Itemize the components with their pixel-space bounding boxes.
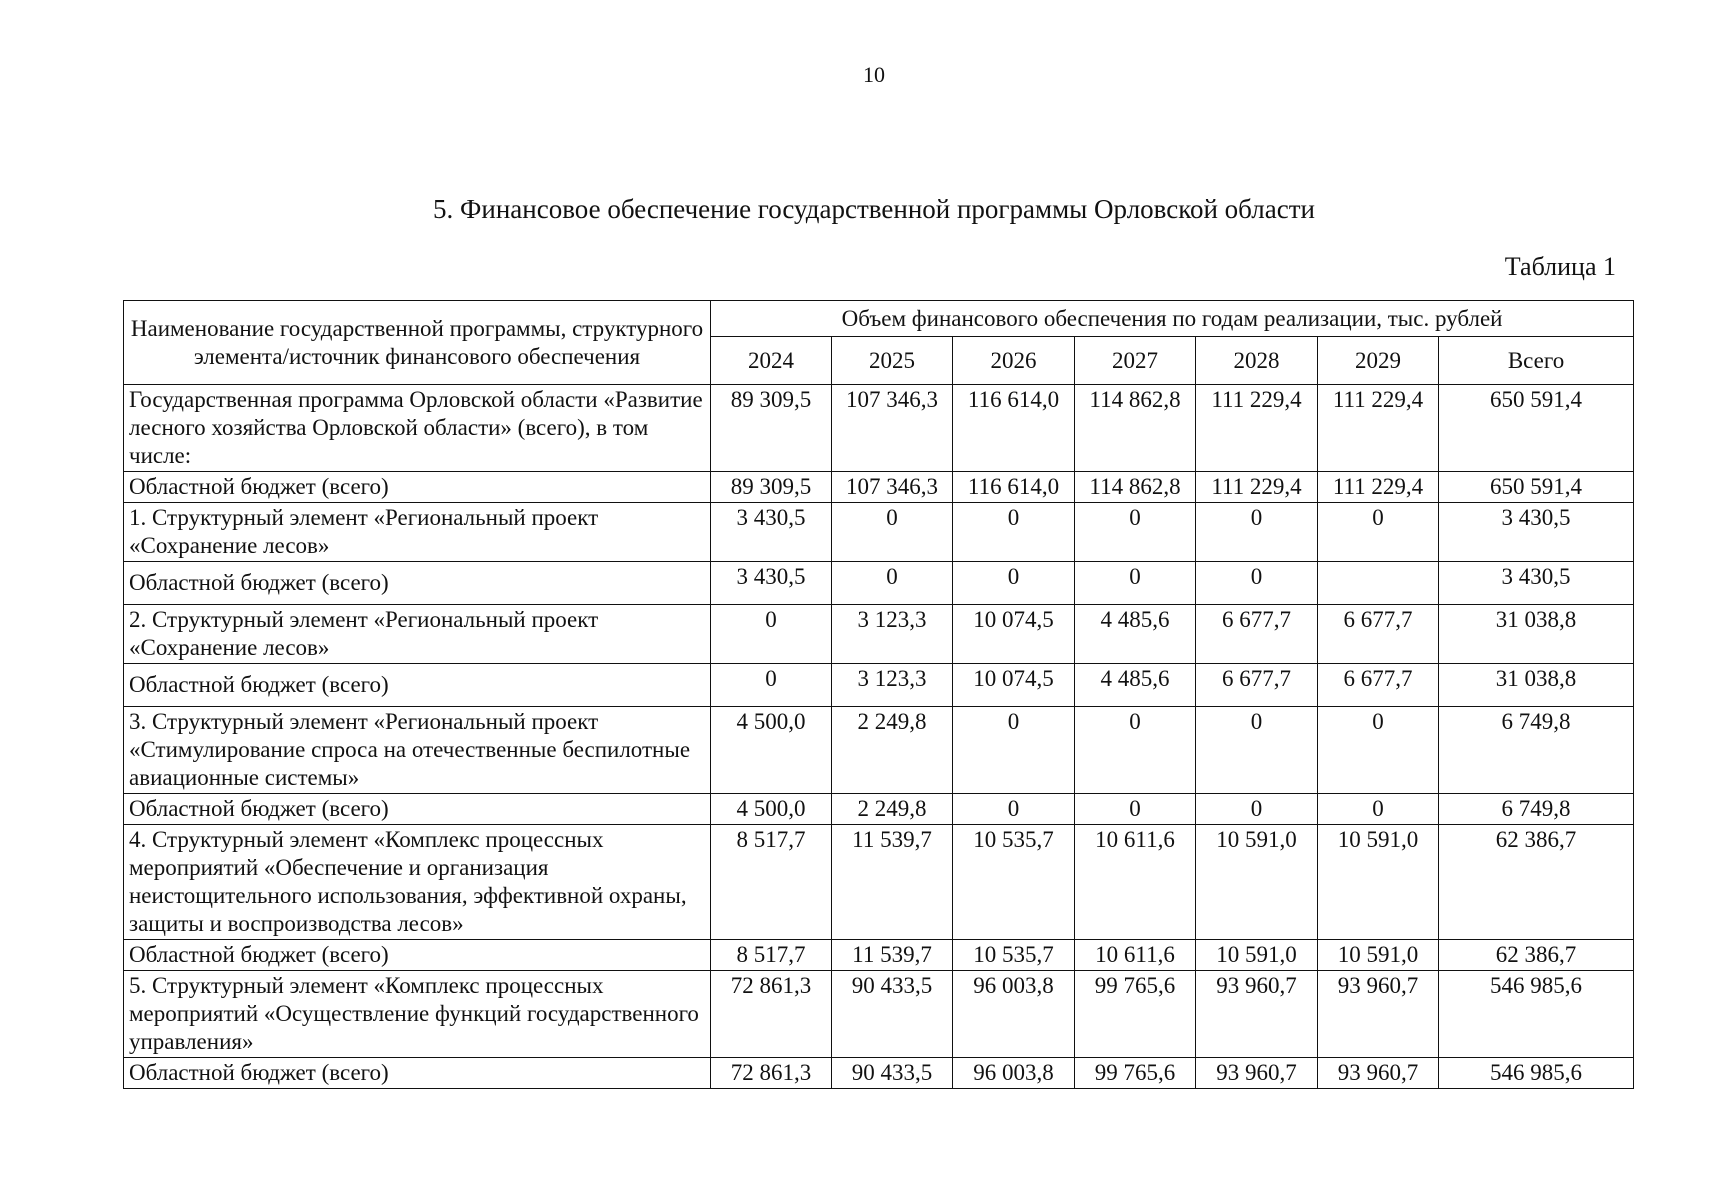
cell-2029: 93 960,7 — [1318, 1058, 1439, 1089]
table-row — [124, 472, 1634, 503]
cell-2024: 72 861,3 — [711, 971, 832, 1058]
row-name: 2. Структурный элемент «Региональный проект «Сохранение лесов» — [124, 605, 711, 664]
cell-total: 6 749,8 — [1439, 707, 1634, 794]
row-name: Областной бюджет (всего) — [124, 940, 711, 971]
table-row — [124, 971, 1634, 1058]
cell-2029: 0 — [1318, 707, 1439, 794]
cell-2024: 72 861,3 — [711, 1058, 832, 1089]
cell-2027: 114 862,8 — [1075, 472, 1196, 503]
cell-2029: 10 591,0 — [1318, 825, 1439, 940]
table-row — [124, 825, 1634, 940]
table-row — [124, 1058, 1634, 1089]
row-name: Областной бюджет (всего) — [124, 664, 711, 707]
table-row — [124, 664, 1634, 707]
cell-2025: 107 346,3 — [832, 385, 953, 472]
cell-2029: 111 229,4 — [1318, 472, 1439, 503]
cell-2027: 4 485,6 — [1075, 605, 1196, 664]
cell-total: 3 430,5 — [1439, 503, 1634, 562]
page-number: 10 — [863, 62, 885, 87]
row-name: 1. Структурный элемент «Региональный проект «Сохранение лесов» — [124, 503, 711, 562]
header-year-2025: 2025 — [832, 337, 953, 385]
cell-2026: 116 614,0 — [953, 472, 1075, 503]
cell-total: 546 985,6 — [1439, 1058, 1634, 1089]
cell-2027: 0 — [1075, 794, 1196, 825]
header-year-2027: 2027 — [1075, 337, 1196, 385]
cell-2029 — [1318, 562, 1439, 605]
table-row — [124, 503, 1634, 562]
table-row — [124, 707, 1634, 794]
cell-2025: 90 433,5 — [832, 971, 953, 1058]
cell-2029: 10 591,0 — [1318, 940, 1439, 971]
header-year-2028: 2028 — [1196, 337, 1318, 385]
cell-total: 650 591,4 — [1439, 385, 1634, 472]
cell-2026: 10 535,7 — [953, 825, 1075, 940]
row-name: Государственная программа Орловской области «Развитие лесного хозяйства Орловской области» (всего), в том числе: — [124, 385, 711, 472]
table-body — [124, 385, 1634, 1089]
cell-2028: 10 591,0 — [1196, 825, 1318, 940]
table-row — [124, 562, 1634, 605]
cell-2027: 114 862,8 — [1075, 385, 1196, 472]
table-row — [124, 940, 1634, 971]
cell-2026: 96 003,8 — [953, 971, 1075, 1058]
cell-2027: 10 611,6 — [1075, 825, 1196, 940]
financing-table — [123, 300, 1634, 1089]
row-name: 5. Структурный элемент «Комплекс процессных мероприятий «Осуществление функций государственного управления» — [124, 971, 711, 1058]
cell-total: 3 430,5 — [1439, 562, 1634, 605]
cell-2024: 8 517,7 — [711, 940, 832, 971]
cell-2027: 4 485,6 — [1075, 664, 1196, 707]
cell-2026: 96 003,8 — [953, 1058, 1075, 1089]
cell-2025: 0 — [832, 503, 953, 562]
cell-2026: 0 — [953, 794, 1075, 825]
cell-2028: 111 229,4 — [1196, 385, 1318, 472]
table-row — [124, 794, 1634, 825]
section-title: 5. Финансовое обеспечение государственной программы Орловской области — [433, 194, 1315, 224]
cell-2028: 0 — [1196, 562, 1318, 605]
cell-2028: 6 677,7 — [1196, 664, 1318, 707]
cell-2026: 116 614,0 — [953, 385, 1075, 472]
cell-2029: 6 677,7 — [1318, 664, 1439, 707]
cell-2025: 3 123,3 — [832, 664, 953, 707]
cell-2025: 107 346,3 — [832, 472, 953, 503]
cell-2028: 0 — [1196, 707, 1318, 794]
cell-2028: 93 960,7 — [1196, 1058, 1318, 1089]
cell-2024: 8 517,7 — [711, 825, 832, 940]
cell-2026: 0 — [953, 562, 1075, 605]
row-name: Областной бюджет (всего) — [124, 1058, 711, 1089]
cell-2024: 4 500,0 — [711, 794, 832, 825]
cell-2024: 4 500,0 — [711, 707, 832, 794]
cell-2024: 0 — [711, 664, 832, 707]
cell-2029: 111 229,4 — [1318, 385, 1439, 472]
cell-2025: 2 249,8 — [832, 707, 953, 794]
cell-2028: 0 — [1196, 794, 1318, 825]
row-name: 4. Структурный элемент «Комплекс процессных мероприятий «Обеспечение и организация неистощительного использования, эффективной охраны, защиты и воспроизводства лесов» — [124, 825, 711, 940]
header-name-cell: Наименование государственной программы, структурного элемента/источник финансового обеспечения — [124, 301, 711, 385]
cell-2027: 99 765,6 — [1075, 1058, 1196, 1089]
cell-2025: 90 433,5 — [832, 1058, 953, 1089]
cell-total: 6 749,8 — [1439, 794, 1634, 825]
cell-2025: 2 249,8 — [832, 794, 953, 825]
cell-2026: 10 074,5 — [953, 605, 1075, 664]
cell-2029: 0 — [1318, 794, 1439, 825]
header-year-2024: 2024 — [711, 337, 832, 385]
cell-2025: 0 — [832, 562, 953, 605]
cell-2028: 10 591,0 — [1196, 940, 1318, 971]
cell-2027: 10 611,6 — [1075, 940, 1196, 971]
cell-2024: 89 309,5 — [711, 472, 832, 503]
table-caption: Таблица 1 — [1504, 252, 1616, 281]
cell-2027: 0 — [1075, 562, 1196, 605]
cell-2026: 0 — [953, 707, 1075, 794]
table-row — [124, 385, 1634, 472]
cell-total: 546 985,6 — [1439, 971, 1634, 1058]
row-name: Областной бюджет (всего) — [124, 562, 711, 605]
table-row — [124, 605, 1634, 664]
cell-2028: 0 — [1196, 503, 1318, 562]
cell-2026: 10 074,5 — [953, 664, 1075, 707]
cell-2025: 11 539,7 — [832, 825, 953, 940]
header-year-2026: 2026 — [953, 337, 1075, 385]
cell-2028: 6 677,7 — [1196, 605, 1318, 664]
cell-2027: 0 — [1075, 707, 1196, 794]
row-name: Областной бюджет (всего) — [124, 472, 711, 503]
cell-2029: 0 — [1318, 503, 1439, 562]
cell-2027: 99 765,6 — [1075, 971, 1196, 1058]
cell-total: 62 386,7 — [1439, 825, 1634, 940]
cell-2025: 11 539,7 — [832, 940, 953, 971]
row-name: 3. Структурный элемент «Региональный проект «Стимулирование спроса на отечественные беспилотные авиационные системы» — [124, 707, 711, 794]
cell-2024: 89 309,5 — [711, 385, 832, 472]
cell-2026: 0 — [953, 503, 1075, 562]
cell-2028: 93 960,7 — [1196, 971, 1318, 1058]
row-name: Областной бюджет (всего) — [124, 794, 711, 825]
cell-2024: 0 — [711, 605, 832, 664]
cell-2028: 111 229,4 — [1196, 472, 1318, 503]
cell-total: 650 591,4 — [1439, 472, 1634, 503]
cell-total: 31 038,8 — [1439, 605, 1634, 664]
cell-2024: 3 430,5 — [711, 503, 832, 562]
cell-total: 62 386,7 — [1439, 940, 1634, 971]
cell-2025: 3 123,3 — [832, 605, 953, 664]
cell-2024: 3 430,5 — [711, 562, 832, 605]
cell-total: 31 038,8 — [1439, 664, 1634, 707]
header-total: Всего — [1439, 337, 1634, 385]
header-group-cell: Объем финансового обеспечения по годам реализации, тыс. рублей — [711, 301, 1634, 337]
header-year-2029: 2029 — [1318, 337, 1439, 385]
cell-2029: 93 960,7 — [1318, 971, 1439, 1058]
cell-2027: 0 — [1075, 503, 1196, 562]
cell-2026: 10 535,7 — [953, 940, 1075, 971]
cell-2029: 6 677,7 — [1318, 605, 1439, 664]
